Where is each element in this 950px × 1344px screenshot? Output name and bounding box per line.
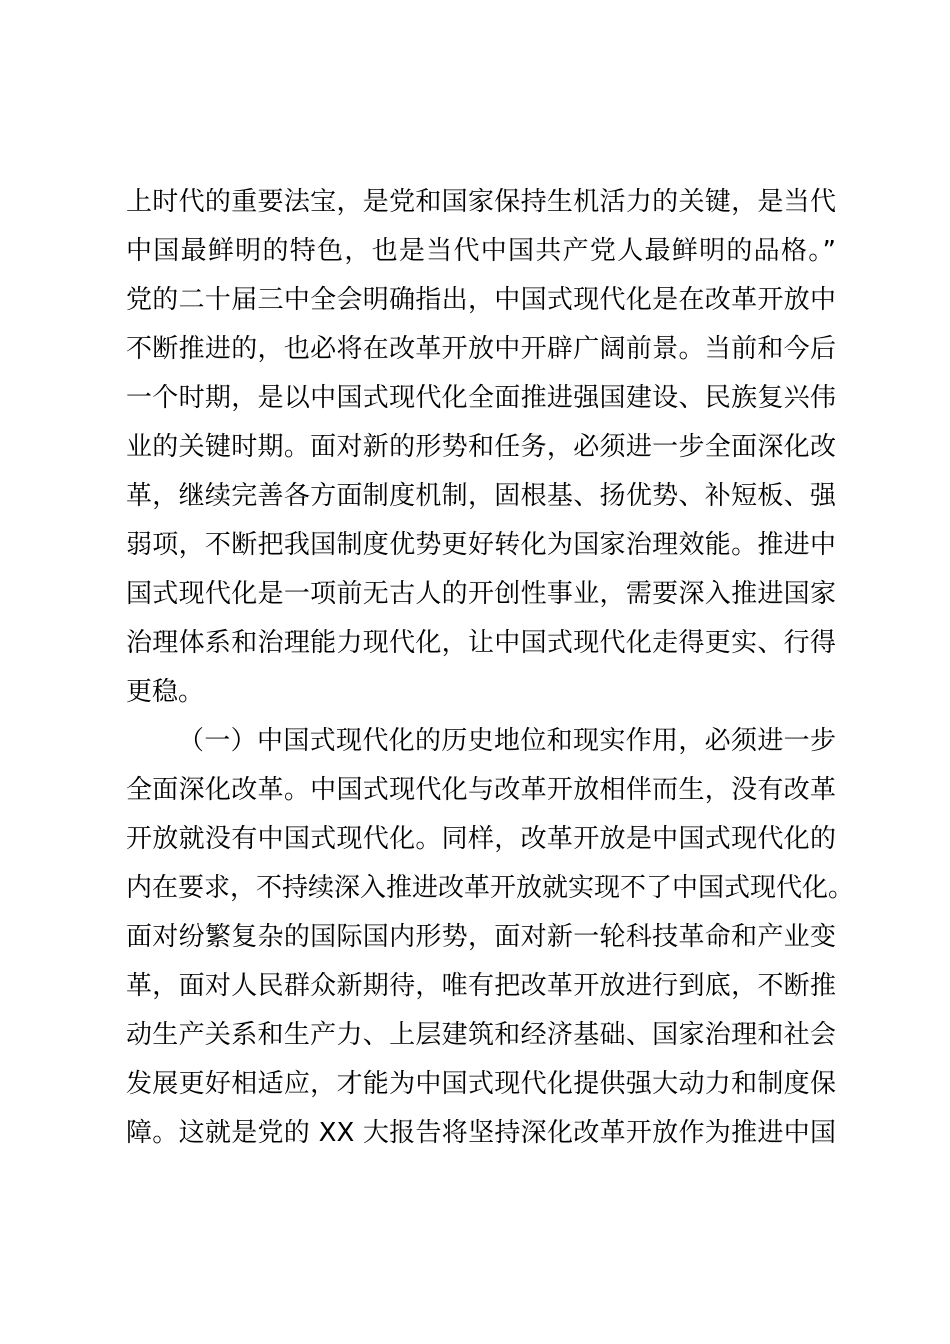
- text-line: 全面深化改革。中国式现代化与改革开放相伴而生，没有改革: [126, 775, 836, 805]
- text-line: 国式现代化是一项前无古人的开创性事业，需要深入推进国家: [126, 579, 836, 609]
- text-line: 治理体系和治理能力现代化，让中国式现代化走得更实、行得: [126, 628, 836, 658]
- text-line: 党的二十届三中全会明确指出，中国式现代化是在改革开放中: [126, 285, 836, 315]
- text-line: 动生产关系和生产力、上层建筑和经济基础、国家治理和社会: [126, 1020, 836, 1050]
- text-line: 革，面对人民群众新期待，唯有把改革开放进行到底，不断推: [126, 971, 836, 1001]
- text-line: 发展更好相适应，才能为中国式现代化提供强大动力和制度保: [126, 1069, 836, 1099]
- text-line: 一个时期，是以中国式现代化全面推进强国建设、民族复兴伟: [126, 383, 836, 413]
- text-line: 上时代的重要法宝，是党和国家保持生机活力的关键，是当代: [126, 187, 836, 217]
- text-line: 面对纷繁复杂的国际国内形势，面对新一轮科技革命和产业变: [126, 922, 836, 952]
- text-line: 业的关键时期。面对新的形势和任务，必须进一步全面深化改: [126, 432, 836, 462]
- text-line: 更稳。: [126, 677, 205, 707]
- text-line: 弱项，不断把我国制度优势更好转化为国家治理效能。推进中: [126, 530, 836, 560]
- text-line: 内在要求，不持续深入推进改革开放就实现不了中国式现代化。: [126, 873, 855, 903]
- section-heading-line: （一）中国式现代化的历史地位和现实作用，必须进一步: [178, 726, 836, 756]
- text-line: 不断推进的，也必将在改革开放中开辟广阔前景。当前和今后: [126, 334, 836, 364]
- document-body: [126, 178, 855, 1158]
- text-line: 中国最鲜明的特色，也是当代中国共产党人最鲜明的品格。”: [126, 236, 836, 266]
- text-line: 革，继续完善各方面制度机制，固根基、扬优势、补短板、强: [126, 481, 836, 511]
- text-line: 障。这就是党的 XX 大报告将坚持深化改革开放作为推进中国: [126, 1118, 836, 1148]
- text-line: 开放就没有中国式现代化。同样，改革开放是中国式现代化的: [126, 824, 836, 854]
